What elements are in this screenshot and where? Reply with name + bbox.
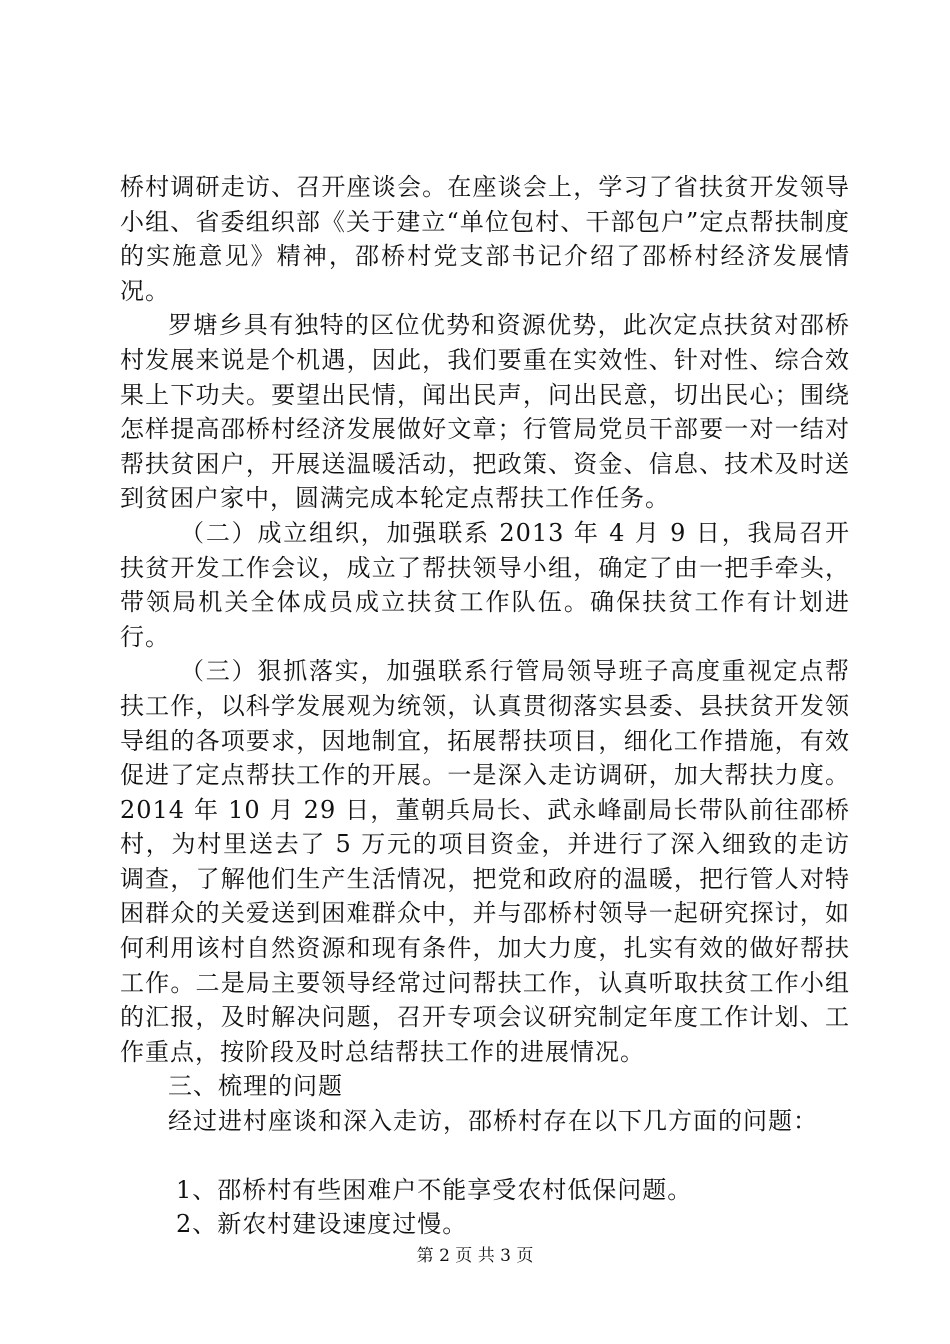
paragraph-implementation: （三）狠抓落实，加强联系行管局领导班子高度重视定点帮扶工作，以科学发展观为统领，认真贯彻落实县委、县扶贫开发领导组的各项要求，因地制宜，拓展帮扶项目，细化工作措施，有效促进了定点帮扶工作的开展。一是深入走访调研，加大帮扶力度。2014 年 10 月 29 日，董朝兵局长、武永峰副局长带队前往邵桥村，为村里送去了 5 万元的项目资金，并进行了深入细致的走访调查，了解他们生产生活情况，把党和政府的温暖，把行管人对特困群众的关爱送到困难群众中，并与邵桥村领导一起研究探讨，如何利用该村自然资源和现有条件，加大力度，扎实有效的做好帮扶工作。二是局主要领导经常过问帮扶工作，认真听取扶贫工作小组的汇报，及时解决问题，召开专项会议研究制定年度工作计划、工作重点，按阶段及时总结帮扶工作的进展情况。 [120,657,850,1066]
page-footer: 第 2 页 共 3 页 [416,1246,534,1266]
spacer [120,1139,850,1173]
list-item: 2、新农村建设速度过慢。 [176,1210,468,1239]
list-item: 1、邵桥村有些困难户不能享受农村低保问题。 [176,1175,693,1204]
problems-intro: 经过进村座谈和深入走访，邵桥村存在以下几方面的问题： [168,1107,818,1136]
paragraph-luotang: 罗塘乡具有独特的区位优势和资源优势，此次定点扶贫对邵桥村发展来说是个机遇，因此，我们要重在实效性、针对性、综合效果上下功夫。要望出民情，闻出民声，问出民意，切出民心；围绕怎样提高邵桥村经济发展做好文章；行管局党员干部要一对一结对帮扶贫困户，开展送温暖活动，把政策、资金、信息、技术及时送到贫困户家中，圆满完成本轮定点帮扶工作任务。 [120,311,850,513]
paragraph-continuation: 桥村调研走访、召开座谈会。在座谈会上，学习了省扶贫开发领导小组、省委组织部《关于建立“单位包村、干部包户”定点帮扶制度的实施意见》精神，邵桥村党支部书记介绍了邵桥村经济发展情况。 [120,173,850,305]
paragraph-establish-organization: （二）成立组织，加强联系 2013 年 4 月 9 日，我局召开扶贫开发工作会议，成立了帮扶领导小组，确定了由一把手牵头，带领局机关全体成员成立扶贫工作队伍。确保扶贫工作有计划进行。 [120,518,850,651]
document-body [120,170,850,1242]
section-heading: 三、梳理的问题 [168,1072,343,1101]
